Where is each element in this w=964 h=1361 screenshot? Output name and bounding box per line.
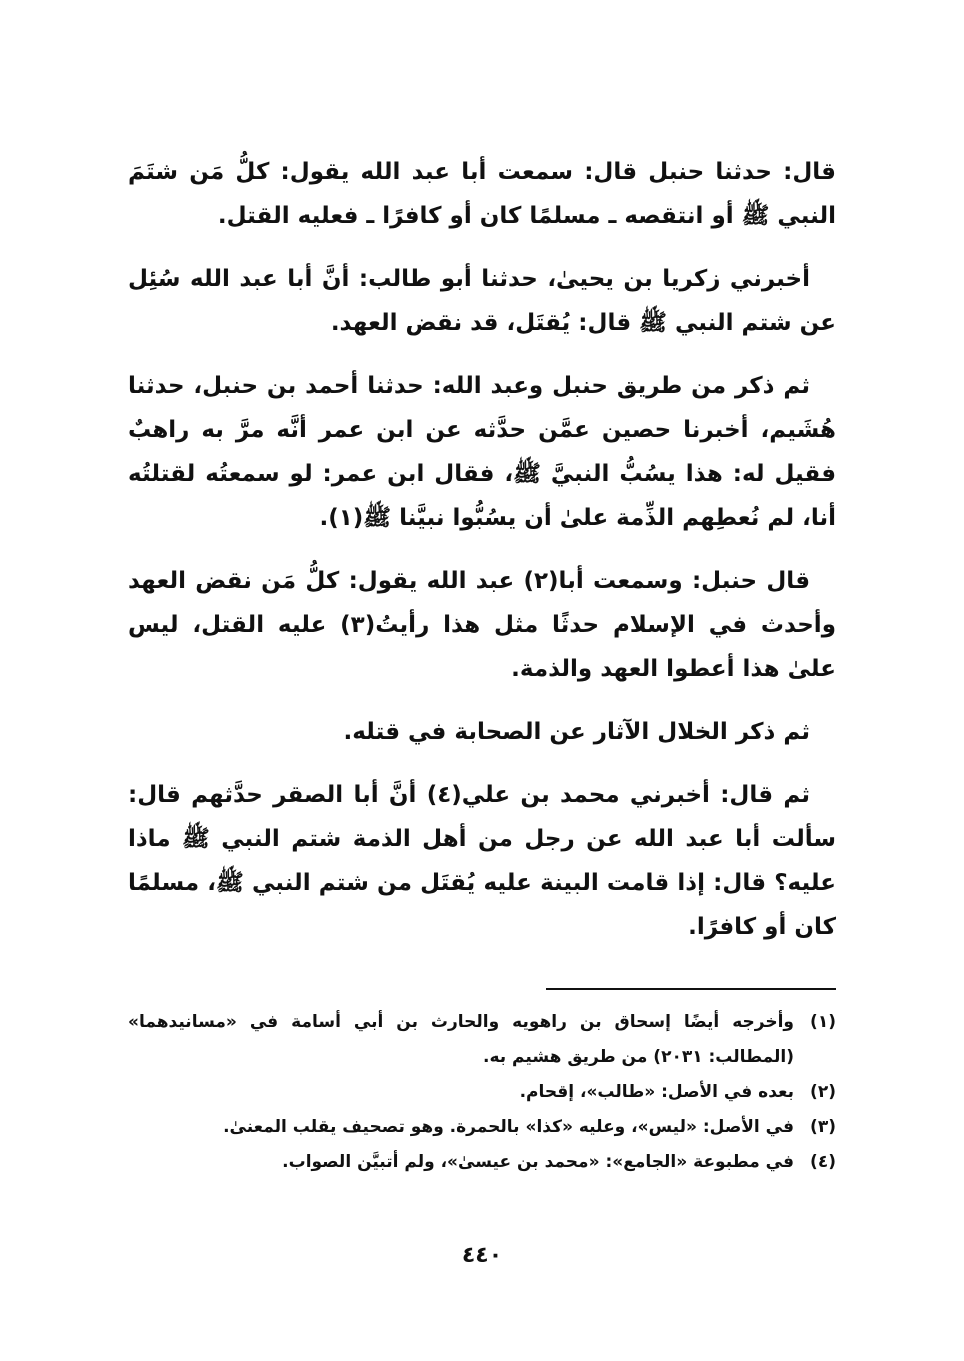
footnote-number: (٣) [810,1117,836,1137]
footnote-2 [128,1075,836,1110]
paragraph-5: ثم ذكر الخلال الآثار عن الصحابة في قتله. [343,719,810,745]
footnote-text: وأخرجه أيضًا إسحاق بن راهويه والحارث بن أبي أسامة في «مسانيدهما» (المطالب: ٢٠٣١) من طريق هشيم به. [128,1012,794,1067]
footnote-text: في الأصل: «ليس»، وعليه «كذا» بالحمرة. وهو تصحيف يقلب المعنىٰ. [223,1117,794,1137]
footnote-4 [128,1145,836,1180]
page-number: ٤٤٠ [461,1243,503,1268]
paragraph-6: ثم قال: أخبرني محمد بن علي(٤) أنَّ أبا الصقر حدَّثهم قال: سألت أبا عبد الله عن رجل من أهل الذمة شتم النبي ﷺ ماذا عليه؟ قال: إذا قامت البينة عليه يُقتَل من شتم النبي ﷺ، مسلمًا كان أو كافرًا. [128,782,836,940]
footnote-number: (٢) [810,1082,836,1102]
paragraph-3: ثم ذكر من طريق حنبل وعبد الله: حدثنا أحمد بن حنبل، حدثنا هُشَيم، أخبرنا حصين عمَّن حدَّثه عن ابن عمر أنَّه مرَّ به راهبٌ فقيل له: هذا يسُبُّ النبيَّ ﷺ، فقال ابن عمر: لو سمعتُه لقتلتُه أنا، لم نُعطِهم الذِّمة علىٰ أن يسُبُّوا نبيَّنا ﷺ(١). [128,373,836,531]
paragraph-1: قال: حدثنا حنبل قال: سمعت أبا عبد الله يقول: كلُّ مَن شتَمَ النبي ﷺ أو انتقصه ـ مسلمًا كان أو كافرًا ـ فعليه القتل. [128,159,836,229]
paragraph-4: قال حنبل: وسمعت أبا(٢) عبد الله يقول: كلُّ مَن نقض العهد وأحدث في الإسلام حدثًا مثل هذا رأيتُ(٣) عليه القتل، ليس علىٰ هذا أعطوا العهد والذمة. [128,568,836,682]
footnote-3 [128,1110,836,1145]
footnote-number: (٤) [810,1152,836,1172]
paragraph-2: أخبرني زكريا بن يحيىٰ، حدثنا أبو طالب: أنَّ أبا عبد الله سُئِل عن شتم النبي ﷺ قال: يُقتَل، قد نقض العهد. [128,266,836,336]
footnotes [128,1005,836,1180]
footnote-1 [128,1005,836,1075]
main-text [128,150,836,968]
footnote-text: بعده في الأصل: «طالب»، إقحام. [519,1082,794,1102]
footnote-divider [546,988,836,990]
footnote-number: (١) [810,1012,836,1032]
footnote-text: في مطبوعة «الجامع»: «محمد بن عيسىٰ»، ولم أتبيَّن الصواب. [282,1152,794,1172]
